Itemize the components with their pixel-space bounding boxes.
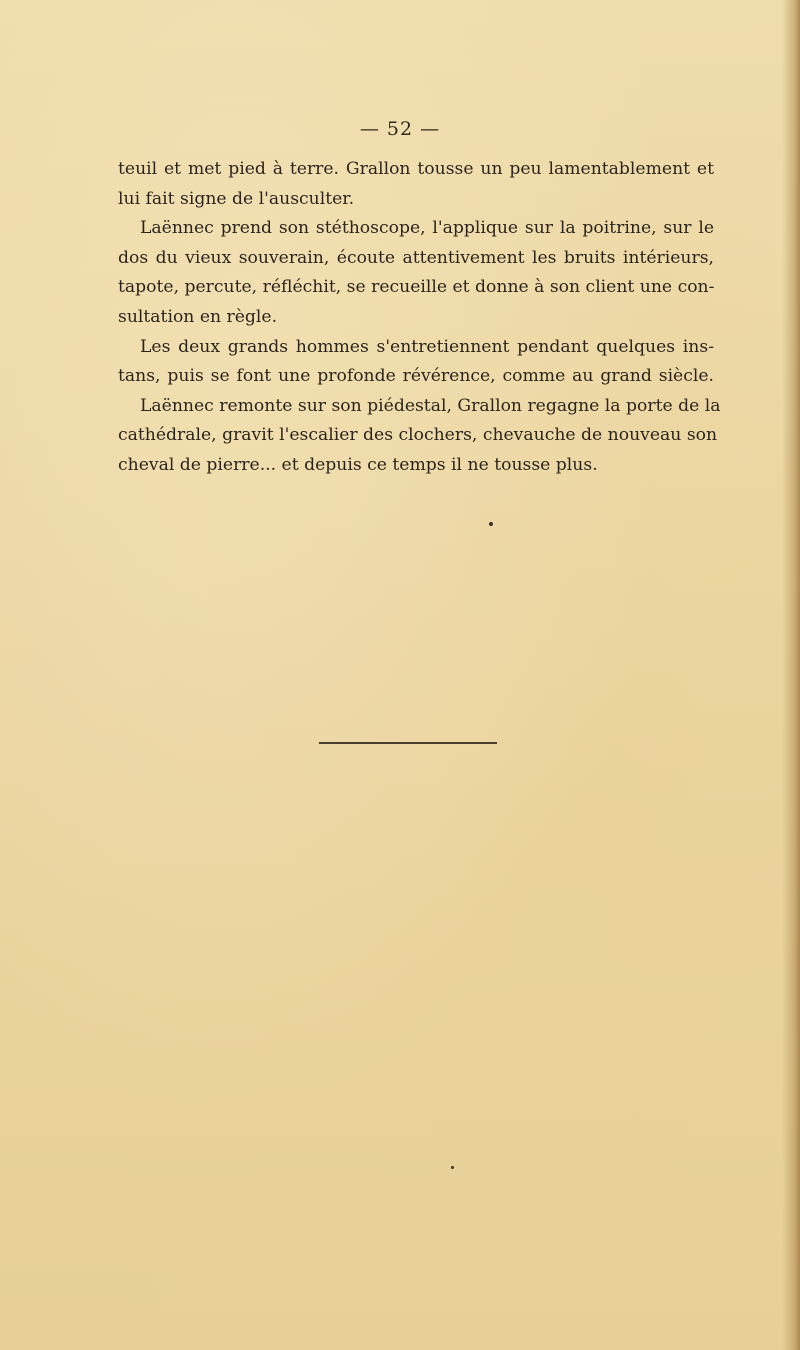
ink-speck [451,1166,454,1169]
text-line: cheval de pierre... et depuis ce temps il ne tousse plus. [118,454,598,475]
text-line: sultation en règle. [118,306,278,327]
horizontal-rule [319,742,497,744]
text-line: Les deux grands hommes s'entretiennent pendant quelques ins- [140,336,714,357]
text-line: tapote, percute, réfléchit, se recueille et donne à son client une con- [118,277,715,298]
text-line: teuil et met pied à terre. Grallon tousse un peu lamentablement et [118,159,714,179]
text-line: cathédrale, gravit l'escalier des clochers, chevauche de nouveau son [118,425,718,446]
page-number: — 52 — [359,118,441,140]
body-text [118,155,721,481]
text-line: tans, puis se font une profonde révérence, comme au grand siècle. [118,366,714,387]
text-line: dos du vieux souverain, écoute attentivement les bruits intérieurs, [118,247,714,268]
text-line: Laënnec prend son stéthoscope, l'applique sur la poitrine, sur le [140,218,714,239]
text-line: Laënnec remonte sur son piédestal, Grallon regagne la porte de la [140,395,721,416]
text-line: lui fait signe de l'ausculter. [118,188,355,209]
ink-speck [489,522,493,526]
